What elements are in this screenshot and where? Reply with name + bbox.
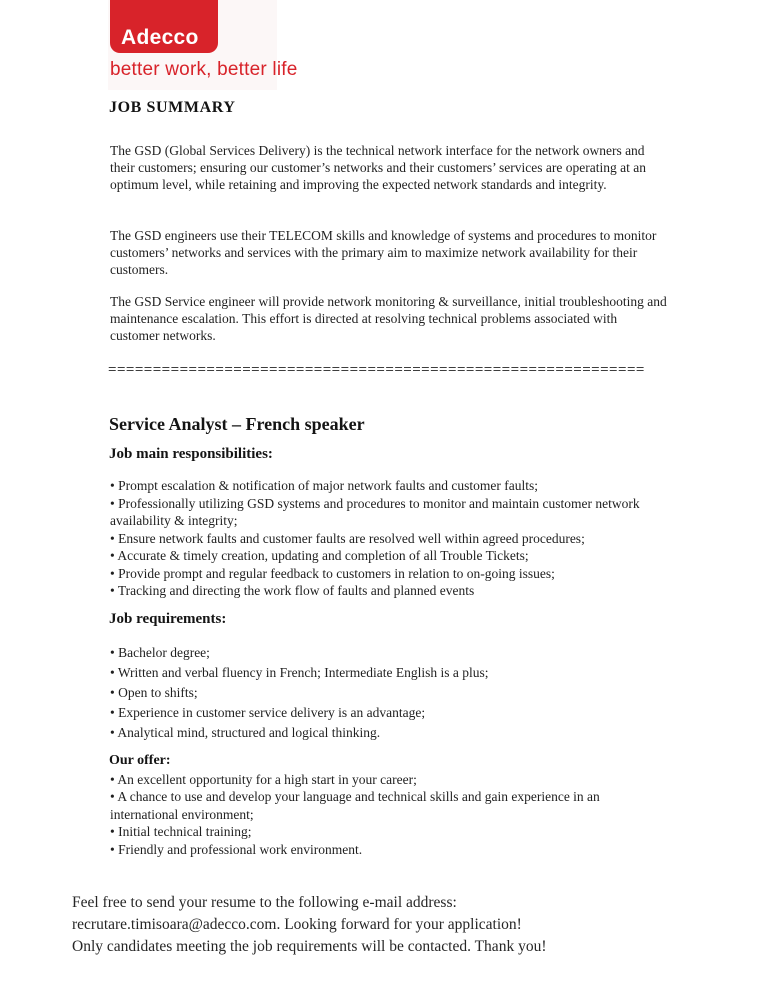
bullet-item: • Friendly and professional work environment. xyxy=(110,841,363,857)
bullet-item: • Experience in customer service delivery is an advantage; xyxy=(110,705,426,720)
adecco-logo-text: Adecco xyxy=(121,26,199,49)
bullet-item: • Ensure network faults and customer faults are resolved well within agreed procedures; xyxy=(110,530,585,546)
adecco-logo xyxy=(110,0,218,53)
footer-line: Only candidates meeting the job requirements will be contacted. Thank you! xyxy=(72,937,547,955)
bullet-item: • Initial technical training; xyxy=(110,824,252,840)
bullet-item: • Bachelor degree; xyxy=(110,645,210,660)
position-title: Service Analyst – French speaker xyxy=(109,414,365,434)
brand-tagline: better work, better life xyxy=(110,59,298,80)
bullet-item: • Tracking and directing the work flow of faults and planned events xyxy=(110,583,475,598)
bullet-item: • Analytical mind, structured and logical thinking. xyxy=(110,725,381,740)
bullet-item: • Provide prompt and regular feedback to customers in relation to on-going issues; xyxy=(110,565,555,581)
bullet-item: • Professionally utilizing GSD systems and procedures to monitor and maintain customer network availability & integrity; xyxy=(110,495,640,528)
job-summary-heading: JOB SUMMARY xyxy=(109,99,236,116)
summary-paragraph: The GSD (Global Services Delivery) is the technical network interface for the network owners and their customers; ensuring our customer’s networks and their customers’ services are operating at an optimum level, while retaining and improving the expected network standards and integrity. xyxy=(110,143,646,192)
requirements-list xyxy=(110,644,670,744)
offer-list xyxy=(110,771,670,858)
footer-line: Feel free to send your resume to the following e-mail address: xyxy=(72,894,457,911)
bullet-item: • Open to shifts; xyxy=(110,685,198,700)
responsibilities-list xyxy=(110,477,670,600)
bullet-item: • Accurate & timely creation, updating and completion of all Trouble Tickets; xyxy=(110,548,529,563)
requirements-heading: Job requirements: xyxy=(109,611,227,627)
bullet-item: • Prompt escalation & notification of major network faults and customer faults; xyxy=(110,478,538,493)
bullet-item: • An excellent opportunity for a high start in your career; xyxy=(110,772,417,787)
section-separator: ============================================================ xyxy=(108,362,645,378)
footer-line: recrutare.timisoara@adecco.com. Looking forward for your application! xyxy=(72,915,522,933)
contact-footer xyxy=(72,892,732,957)
summary-paragraph: The GSD Service engineer will provide network monitoring & surveillance, initial troubleshooting and maintenance escalation. This effort is directed at resolving technical problems associated with customer networks. xyxy=(110,294,667,343)
offer-heading: Our offer: xyxy=(109,753,171,768)
summary-paragraph: The GSD engineers use their TELECOM skills and knowledge of systems and procedures to monitor customers’ networks and services with the primary aim to maximize network availability for their customers. xyxy=(110,228,657,277)
bullet-item: • A chance to use and develop your language and technical skills and gain experience in an international environment; xyxy=(110,789,600,822)
responsibilities-heading: Job main responsibilities: xyxy=(109,446,273,462)
bullet-item: • Written and verbal fluency in French; Intermediate English is a plus; xyxy=(110,665,489,680)
